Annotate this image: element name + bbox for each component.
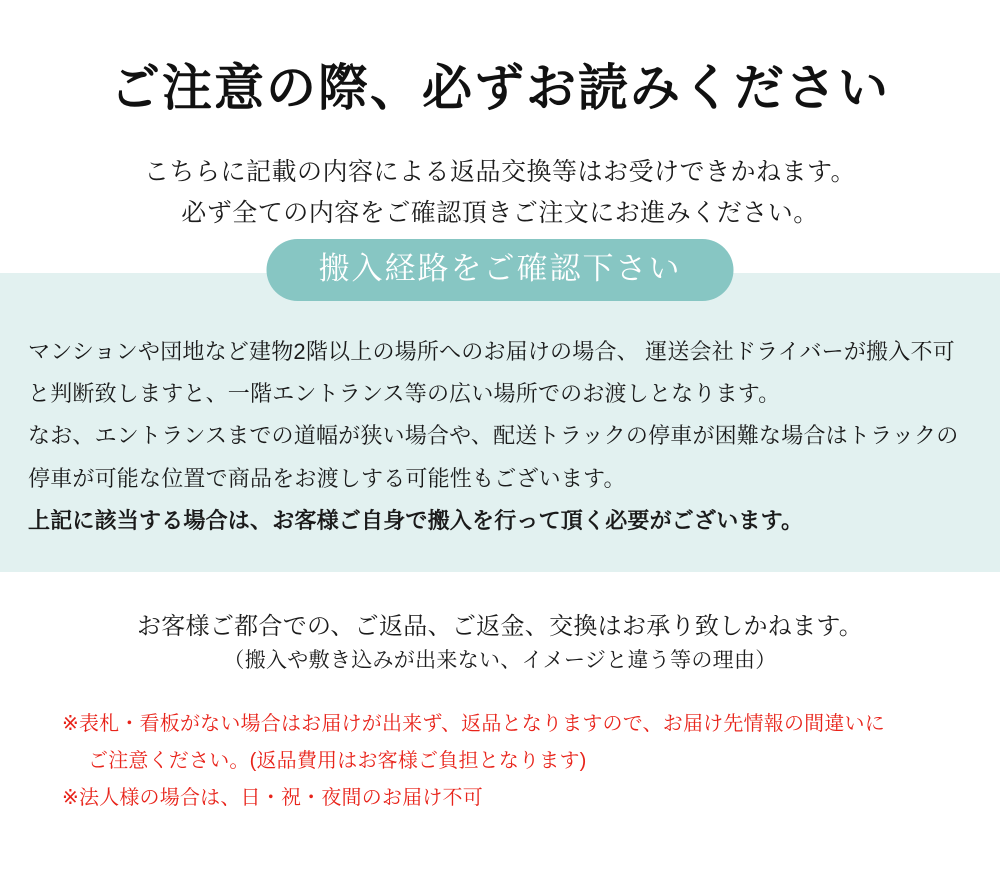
section-body-line-2: と判断致しますと、一階エントランス等の広い場所でのお渡しとなります。: [28, 381, 781, 407]
warning-list: [0, 678, 1000, 817]
section-body: [28, 331, 972, 542]
page-title: ご注意の際、必ずお読みください: [110, 60, 890, 116]
return-policy-line-1: お客様ご都合での、ご返品、ご返金、交換はお承り致しかねます。: [136, 613, 864, 641]
section-body-emphasis: 上記に該当する場合は、お客様ご自身で搬入を行って頂く必要がございます。: [28, 507, 804, 533]
section-heading-badge: 搬入経路をご確認下さい: [267, 239, 734, 301]
lead-line-2: 必ず全ての内容をご確認頂きご注文にお進みください。: [181, 198, 819, 227]
lead-line-1: こちらに記載の内容による返品交換等はお受けできかねます。: [143, 158, 856, 186]
return-policy-line-2: （搬入や敷き込みが出来ない、イメージと違う等の理由）: [223, 649, 777, 673]
delivery-route-section: [0, 251, 1000, 572]
section-body-line-3: なお、エントランスまでの道幅が狭い場合や、配送トラックの停車が困難な場合はトラックの: [28, 423, 959, 449]
return-policy-note: [0, 572, 1000, 678]
section-body-line-4: 停車が可能な位置で商品をお渡しする可能性もございます。: [28, 465, 626, 491]
warning-line-3: ※法人様の場合は、日・祝・夜間のお届け不可: [62, 786, 483, 809]
section-body-line-1: マンションや団地など建物2階以上の場所へのお届けの場合、 運送会社ドライバーが搬入不可: [28, 339, 955, 364]
warning-line-2: ご注意ください。(返品費用はお客様ご負担となります): [88, 749, 587, 772]
lead-paragraph: [0, 118, 1000, 233]
warning-line-1: ※表札・看板がない場合はお届けが出来ず、返品となりますので、お届け先情報の間違いに: [62, 712, 885, 735]
